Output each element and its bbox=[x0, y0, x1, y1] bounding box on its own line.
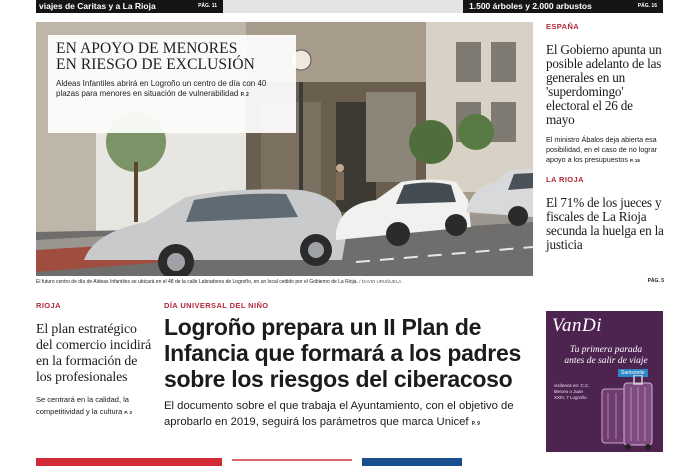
summary-plan-comercio-ref[interactable]: P. 3 bbox=[124, 410, 132, 415]
bottom-thin-rule bbox=[232, 459, 352, 461]
left-column-story bbox=[36, 301, 156, 419]
headline-plan-comercio[interactable]: El plan estratégico del comercio incidirá en la formación de los profesionales bbox=[36, 321, 152, 384]
bottom-strip bbox=[0, 458, 700, 466]
headline-plan-infancia[interactable]: Logroño prepara un II Plan de Infancia que formará a los padres sobre los riesgos del ciberacoso bbox=[164, 314, 521, 392]
samsonite-logo: Samsonite bbox=[618, 369, 648, 377]
photo-summary-text: Aldeas Infantiles abrirá en Logroño un centro de día con 40 plazas para menores en situación de vulnerabilidad bbox=[56, 79, 267, 98]
section-label-dia-nino: DÍA UNIVERSAL DEL NIÑO bbox=[164, 301, 269, 310]
summary-abalos-ref[interactable]: P. 15 bbox=[629, 158, 640, 163]
photo-summary-ref[interactable]: P. 2 bbox=[240, 92, 249, 98]
photo-headline-box bbox=[48, 35, 296, 133]
top-teaser-left[interactable] bbox=[36, 0, 223, 13]
suitcase-icon bbox=[598, 375, 662, 451]
photo-summary bbox=[56, 79, 288, 100]
summary-plan-comercio-text: Se centrará en la calidad, la competitividad y la cultura bbox=[36, 395, 129, 416]
section-label-la-rioja: LA RIOJA bbox=[546, 175, 584, 184]
headline-adelanto-electoral[interactable]: El Gobierno apunta un posible adelanto de las generales en un 'superdomingo' electoral el 26 de mayo bbox=[546, 42, 662, 127]
top-teaser-right[interactable] bbox=[463, 0, 663, 13]
main-story bbox=[164, 301, 534, 432]
photo-caption-text: El futuro centro de día de Aldeas Infantiles se ubicará en el 48 de la calle Labradores de Logroño, en un local cedido por el Gobierno de La Rioja. bbox=[36, 279, 358, 285]
lead-photo[interactable] bbox=[36, 22, 533, 276]
top-teaser-right-text: 1.500 árboles y 2.000 arbustos bbox=[469, 1, 592, 11]
top-teaser-left-text: viajes de Caritas y a La Rioja bbox=[39, 1, 156, 11]
section-label-rioja: RIOJA bbox=[36, 301, 61, 310]
photo-headline-line1[interactable]: EN APOYO DE MENORES bbox=[56, 40, 238, 57]
vandi-logo: VanDi bbox=[552, 315, 602, 336]
right-column bbox=[546, 22, 664, 252]
bottom-red-bar bbox=[36, 458, 222, 466]
ad-tagline-1: Tu primera parada bbox=[569, 345, 643, 355]
headline-huelga-justicia[interactable]: El 71% de los jueces y fiscales de La Rioja secunda la huelga en la justicia bbox=[546, 195, 664, 252]
bottom-blue-bar bbox=[362, 458, 462, 466]
photo-headline-line2[interactable]: EN RIESGO DE EXCLUSIÓN bbox=[56, 56, 255, 73]
summary-plan-comercio bbox=[36, 394, 156, 419]
ad-tagline-2: antes de salir de viaje bbox=[564, 356, 648, 366]
photo-credit: / DAVID URUÑUELA bbox=[359, 279, 402, 284]
section-label-espana: ESPAÑA bbox=[546, 22, 580, 31]
photo-caption bbox=[36, 278, 533, 286]
right-column-page-ref[interactable]: PÁG. 5 bbox=[647, 278, 664, 284]
summary-plan-infancia-text: El documento sobre el que trabaja el Ayuntamiento, con el objetivo de aprobarlo en 2019, seguirá los parámetros que marca Unicef bbox=[164, 400, 514, 428]
top-teaser-right-page: PÁG. 16 bbox=[637, 3, 657, 9]
ad-address: visítenos en: C.C. Berceo o Juan XXIII, 7 Logroño bbox=[554, 383, 590, 400]
summary-abalos-text: El ministro Ábalos deja abierta esa posibilidad, en el caso de no lograr apoyo a los presupuestos bbox=[546, 135, 658, 164]
summary-plan-infancia bbox=[164, 398, 534, 432]
top-teaser-bar bbox=[0, 0, 700, 14]
top-teaser-left-page: PÁG. 11 bbox=[198, 3, 217, 9]
vandi-advertisement[interactable] bbox=[546, 311, 663, 452]
summary-abalos bbox=[546, 135, 664, 166]
summary-plan-infancia-ref[interactable]: P. 9 bbox=[471, 421, 480, 427]
top-teaser-middle bbox=[223, 0, 463, 13]
